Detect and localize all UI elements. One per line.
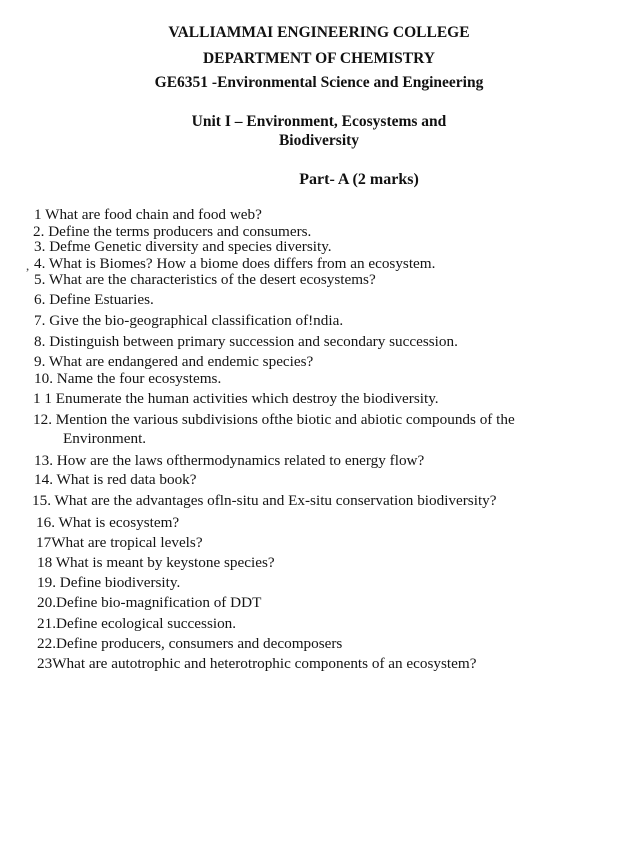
- course-title: GE6351 -Environmental Science and Engineering: [154, 74, 484, 91]
- question-item: 13. How are the laws ofthermodynamics related to energy flow?: [34, 452, 425, 469]
- question-item: 7. Give the bio-geographical classification of!ndia.: [34, 312, 344, 329]
- unit-title-line1: Unit I – Environment, Ecosystems and: [191, 113, 447, 130]
- question-item: 10. Name the four ecosystems.: [34, 370, 222, 387]
- question-item: 16. What is ecosystem?: [36, 514, 180, 531]
- question-item: 20.Define bio-magnification of DDT: [37, 594, 262, 611]
- question-item: 3. Defme Genetic diversity and species diversity.: [34, 238, 332, 255]
- question-item: 22.Define producers, consumers and decomposers: [37, 635, 343, 652]
- question-item: 5. What are the characteristics of the desert ecosystems?: [34, 271, 376, 288]
- college-name: VALLIAMMAI ENGINEERING COLLEGE: [168, 24, 470, 41]
- question-item: 2. Define the terms producers and consumers.: [33, 223, 312, 240]
- question-item: 1 What are food chain and food web?: [34, 206, 262, 223]
- question-item: 6. Define Estuaries.: [34, 291, 154, 308]
- question-item: 9. What are endangered and endemic species?: [34, 353, 314, 370]
- question-item: 14. What is red data book?: [34, 471, 197, 488]
- question-item: 23What are autotrophic and heterotrophic components of an ecosystem?: [37, 655, 477, 672]
- question-item: 17What are tropical levels?: [36, 534, 203, 551]
- question-item: 18 What is meant by keystone species?: [37, 554, 275, 571]
- department-name: DEPARTMENT OF CHEMISTRY: [202, 50, 435, 67]
- question-item: 12. Mention the various subdivisions ofthe biotic and abiotic compounds of the: [33, 411, 515, 428]
- question-item-continuation: Environment.: [63, 430, 147, 447]
- question-item: 19. Define biodiversity.: [37, 574, 181, 591]
- question-item: 8. Distinguish between primary succession and secondary succession.: [34, 333, 458, 350]
- part-heading: Part- A (2 marks): [299, 171, 419, 188]
- question-item: 4. What is Biomes? How a biome does differs from an ecosystem.: [34, 255, 436, 272]
- unit-title-line2: Biodiversity: [278, 132, 360, 149]
- question-item: 1 1 Enumerate the human activities which destroy the biodiversity.: [33, 390, 439, 407]
- question-item: 21.Define ecological succession.: [37, 615, 237, 632]
- stray-mark: ,: [26, 258, 30, 273]
- question-item: 15. What are the advantages ofln-situ and Ex-situ conservation biodiversity?: [32, 492, 497, 509]
